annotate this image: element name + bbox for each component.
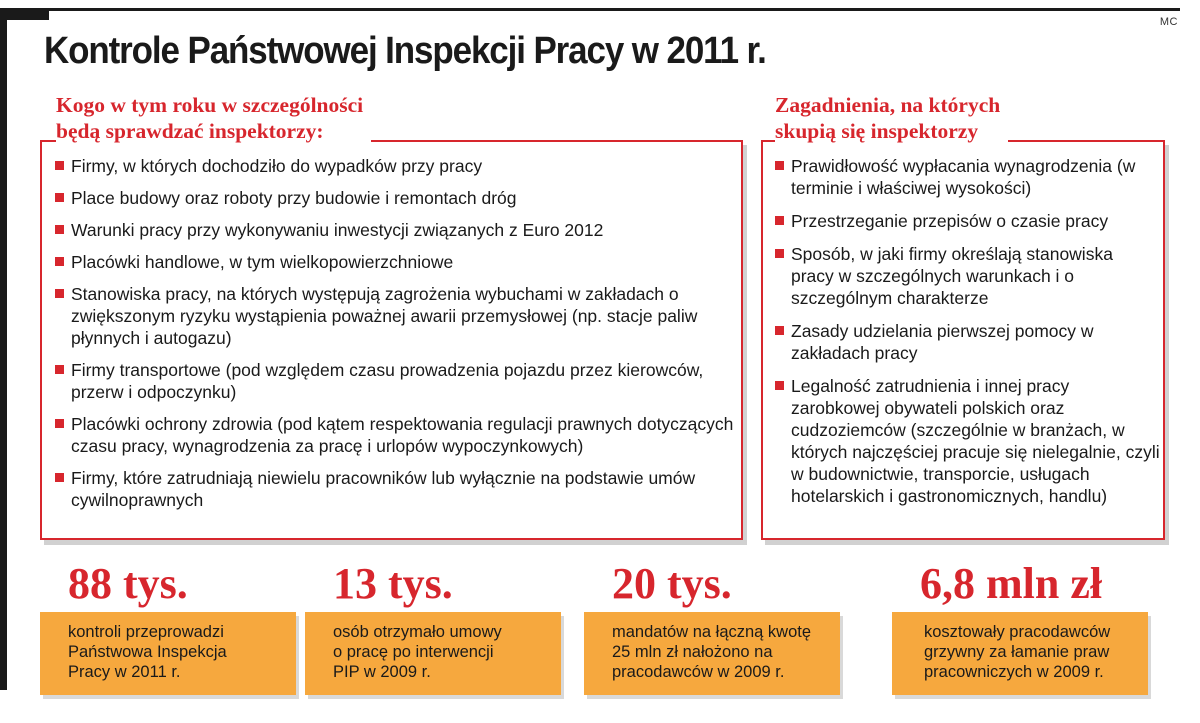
red-square-bullet-icon: [775, 381, 784, 390]
caption-line: pracodawców w 2009 r.: [612, 663, 785, 681]
list-item-text: Placówki ochrony zdrowia (pod kątem respektowania regulacji prawnych dotyczących czasu pracy, wynagrodzenia za pracę i urlopów wypoczynkowych): [71, 414, 734, 456]
list-item-text: Przestrzeganie przepisów o czasie pracy: [791, 211, 1109, 231]
caption-line: PIP w 2009 r.: [333, 663, 431, 681]
heading-line: Kogo w tym roku w szczególności: [56, 93, 364, 117]
red-square-bullet-icon: [775, 326, 784, 335]
list-item: [55, 359, 735, 403]
stat-value: 13 tys.: [333, 559, 453, 608]
stat-value: 6,8 mln zł: [920, 559, 1103, 608]
red-square-bullet-icon: [775, 216, 784, 225]
caption-line: Państwowa Inspekcja: [68, 643, 227, 661]
list-item-text: Firmy, które zatrudniają niewielu pracowników lub wyłącznie na podstawie umów cywilnoprawnych: [71, 468, 696, 510]
caption-line: kosztowały pracodawców: [924, 623, 1111, 641]
list-item: [55, 251, 735, 273]
list-item-text: Firmy transportowe (pod względem czasu prowadzenia pojazdu przez kierowców, przerw i odpoczynku): [71, 360, 704, 402]
list-item-text: Firmy, w których dochodziło do wypadków przy pracy: [71, 156, 483, 176]
list-item-text: Stanowiska pracy, na których występują zagrożenia wybuchami w zakładach o zwiększonym ryzyku wystąpienia poważnej awarii przemysłowej (np. stacje paliw płynnych i autogazu): [71, 284, 698, 348]
frame-left-rule: [0, 8, 7, 690]
caption-line: pracowniczych w 2009 r.: [924, 663, 1104, 681]
stat-caption: [40, 612, 296, 695]
list-item-text: Placówki handlowe, w tym wielkopowierzchniowe: [71, 252, 454, 272]
stat-caption: [305, 612, 561, 695]
list-item-text: Sposób, w jaki firmy określają stanowiska pracy w szczególnych warunkach i o szczególnym charakterze: [791, 244, 1113, 308]
list-item: [55, 187, 735, 209]
list-item: [775, 210, 1160, 232]
list-item: [55, 283, 735, 349]
list-item: [55, 219, 735, 241]
list-item: [775, 375, 1160, 507]
inspection-topics-list: [775, 155, 1160, 518]
red-square-bullet-icon: [775, 161, 784, 170]
stat-caption: [892, 612, 1148, 695]
frame-corner-tick: [7, 8, 49, 20]
caption-line: kontroli przeprowadzi: [68, 623, 224, 641]
inspection-targets-list: [55, 155, 735, 521]
red-square-bullet-icon: [55, 257, 64, 266]
caption-line: grzywny za łamanie praw: [924, 643, 1110, 661]
red-square-bullet-icon: [55, 419, 64, 428]
list-item: [55, 155, 735, 177]
list-item-text: Zasady udzielania pierwszej pomocy w zakładach pracy: [791, 321, 1094, 363]
frame-top-rule: [0, 8, 1180, 11]
list-item-text: Legalność zatrudnienia i innej pracy zarobkowej obywateli polskich oraz cudzoziemców (szczególnie w branżach, w których najczęściej pracuje się nielegalnie, czyli w budownictwie, transporcie, usługach hotelarskich i gastronomicznych, handlu): [791, 376, 1160, 506]
list-item-text: Warunki pracy przy wykonywaniu inwestycji związanych z Euro 2012: [71, 220, 604, 240]
frame-corner-notch: [7, 20, 43, 25]
stat-fines: [584, 556, 840, 695]
heading-line: będą sprawdzać inspektorzy:: [56, 119, 324, 143]
list-item: [775, 243, 1160, 309]
stat-penalties: [892, 556, 1148, 695]
caption-line: osób otrzymało umowy: [333, 623, 502, 641]
list-item-text: Place budowy oraz roboty przy budowie i remontach dróg: [71, 188, 517, 208]
inspection-targets-heading: [56, 92, 371, 144]
list-item: [55, 467, 735, 511]
stat-controls: [40, 556, 296, 695]
red-square-bullet-icon: [55, 225, 64, 234]
heading-line: skupią się inspektorzy: [775, 119, 979, 143]
stat-caption: [584, 612, 840, 695]
red-square-bullet-icon: [55, 161, 64, 170]
caption-line: Pracy w 2011 r.: [68, 663, 181, 681]
caption-line: o pracę po interwencji: [333, 643, 494, 661]
red-square-bullet-icon: [55, 289, 64, 298]
caption-line: mandatów na łączną kwotę: [612, 623, 812, 641]
list-item-text: Prawidłowość wypłacania wynagrodzenia (w terminie i właściwej wysokości): [791, 156, 1136, 198]
heading-line: Zagadnienia, na których: [775, 93, 1001, 117]
list-item: [55, 413, 735, 457]
caption-line: 25 mln zł nałożono na: [612, 643, 773, 661]
stat-value: 88 tys.: [68, 559, 188, 608]
red-square-bullet-icon: [55, 365, 64, 374]
list-item: [775, 155, 1160, 199]
red-square-bullet-icon: [55, 473, 64, 482]
author-credit: MC: [1159, 16, 1178, 28]
list-item: [775, 320, 1160, 364]
stat-value: 20 tys.: [612, 559, 732, 608]
red-square-bullet-icon: [55, 193, 64, 202]
page-title: Kontrole Państwowej Inspekcji Pracy w 2011 r.: [44, 30, 766, 72]
red-square-bullet-icon: [775, 249, 784, 258]
stat-contracts: [305, 556, 561, 695]
inspection-topics-heading: [775, 92, 1008, 144]
